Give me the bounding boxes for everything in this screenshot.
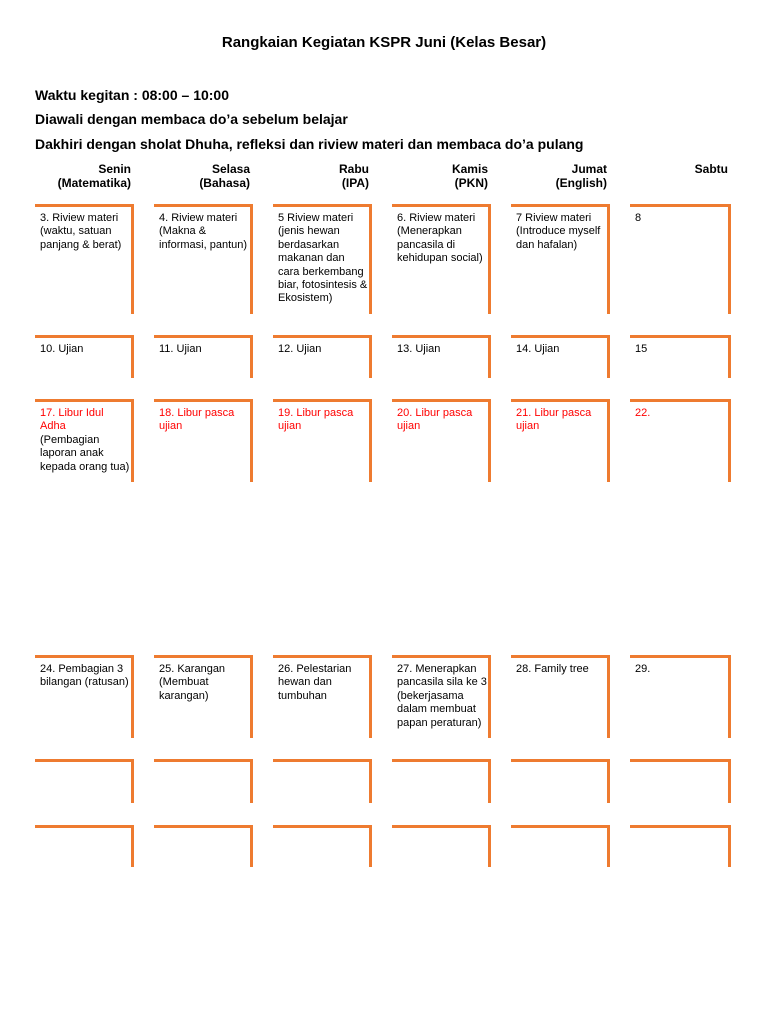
holiday-label: 18. Libur pasca ujian [159, 407, 235, 433]
calendar-cell [511, 655, 610, 738]
calendar-cell [35, 399, 134, 482]
day-name: Senin [98, 162, 131, 176]
day-name: Kamis [451, 162, 488, 176]
calendar-cell [273, 399, 372, 482]
holiday-label: 19. Libur pasca ujian [278, 407, 354, 433]
calendar-cell [392, 655, 491, 738]
holiday-label: 22. [635, 407, 651, 419]
calendar-cell [154, 399, 253, 482]
page-title: Rangkaian Kegiatan KSPR Juni (Kelas Besar) [221, 34, 547, 51]
day-header [269, 162, 369, 190]
holiday-label: 21. Libur pasca ujian [516, 407, 592, 433]
activity-text: 29. [635, 663, 651, 675]
activity-text: 14. Ujian [516, 343, 560, 355]
holiday-label: 20. Libur pasca ujian [397, 407, 473, 433]
calendar-cell [273, 335, 372, 378]
activity-text: 7 Riview materi (Introduce myself dan hafalan) [516, 212, 601, 251]
activity-text: 27. Menerapkan pancasila sila ke 3 (bekerjasama dalam membuat papan peraturan) [397, 663, 487, 729]
calendar-cell [511, 335, 610, 378]
day-name: Selasa [211, 162, 250, 176]
calendar-cell [35, 759, 134, 803]
calendar-cell [273, 204, 372, 314]
activity-text: 12. Ujian [278, 343, 322, 355]
calendar-cell [392, 759, 491, 803]
calendar-cell [273, 655, 372, 738]
activity-text: 4. Riview materi (Makna & informasi, pantun) [159, 212, 248, 251]
day-subject: (Bahasa) [199, 176, 250, 190]
day-header [507, 162, 607, 190]
activity-text: 8 [635, 212, 642, 224]
day-subject: (English) [555, 176, 607, 190]
opening-note: Diawali dengan membaca do’a sebelum belajar [35, 111, 348, 127]
closing-note: Dakhiri dengan sholat Dhuha, refleksi dan riview materi dan membaca do’a pulang [35, 136, 584, 152]
calendar-cell [630, 759, 731, 803]
day-subject: (Matematika) [57, 176, 131, 190]
calendar-cell [630, 335, 731, 378]
calendar-cell [630, 204, 731, 314]
calendar-cell [511, 204, 610, 314]
calendar-cell [511, 399, 610, 482]
calendar-cell [392, 399, 491, 482]
calendar-cell [154, 335, 253, 378]
activity-text: 28. Family tree [516, 663, 589, 675]
calendar-cell [154, 825, 253, 867]
activity-text: 15 [635, 343, 648, 355]
day-header [31, 162, 131, 190]
calendar-cell [392, 335, 491, 378]
day-name: Sabtu [694, 162, 728, 176]
calendar-cell [35, 655, 134, 738]
calendar-cell [392, 204, 491, 314]
day-subject: (IPA) [341, 176, 369, 190]
calendar-cell [273, 825, 372, 867]
activity-text: 10. Ujian [40, 343, 84, 355]
activity-text: 26. Pelestarian hewan dan tumbuhan [278, 663, 352, 702]
calendar-cell [273, 759, 372, 803]
calendar-cell [630, 399, 731, 482]
calendar-cell [35, 825, 134, 867]
day-name: Jumat [571, 162, 607, 176]
day-subject: (PKN) [454, 176, 488, 190]
calendar-cell [392, 825, 491, 867]
activity-text: 11. Ujian [159, 343, 202, 355]
activity-text: (Pembagian laporan anak kepada orang tua) [40, 433, 130, 473]
activity-text: 13. Ujian [397, 343, 441, 355]
calendar-cell [511, 825, 610, 867]
calendar-cell [154, 655, 253, 738]
holiday-label: 17. Libur Idul Adha [40, 407, 104, 433]
day-header [628, 162, 728, 176]
calendar-cell [630, 655, 731, 738]
calendar-cell [154, 759, 253, 803]
day-header [388, 162, 488, 190]
calendar-cell [35, 335, 134, 378]
activity-text: 25. Karangan (Membuat karangan) [159, 663, 226, 702]
activity-text: 24. Pembagian 3 bilangan (ratusan) [40, 663, 129, 689]
calendar-cell [35, 204, 134, 314]
day-name: Rabu [339, 162, 369, 176]
activity-text: 5 Riview materi (jenis hewan berdasarkan makanan dan cara berkembang biar, fotosintesis & Ekosistem) [278, 212, 368, 305]
calendar-cell [154, 204, 253, 314]
day-header [150, 162, 250, 190]
calendar-cell [511, 759, 610, 803]
activity-time: Waktu kegitan : 08:00 – 10:00 [35, 87, 230, 103]
calendar-cell [630, 825, 731, 867]
activity-text: 6. Riview materi (Menerapkan pancasila di kehidupan social) [397, 212, 483, 265]
activity-text: 3. Riview materi (waktu, satuan panjang & berat) [40, 212, 122, 251]
